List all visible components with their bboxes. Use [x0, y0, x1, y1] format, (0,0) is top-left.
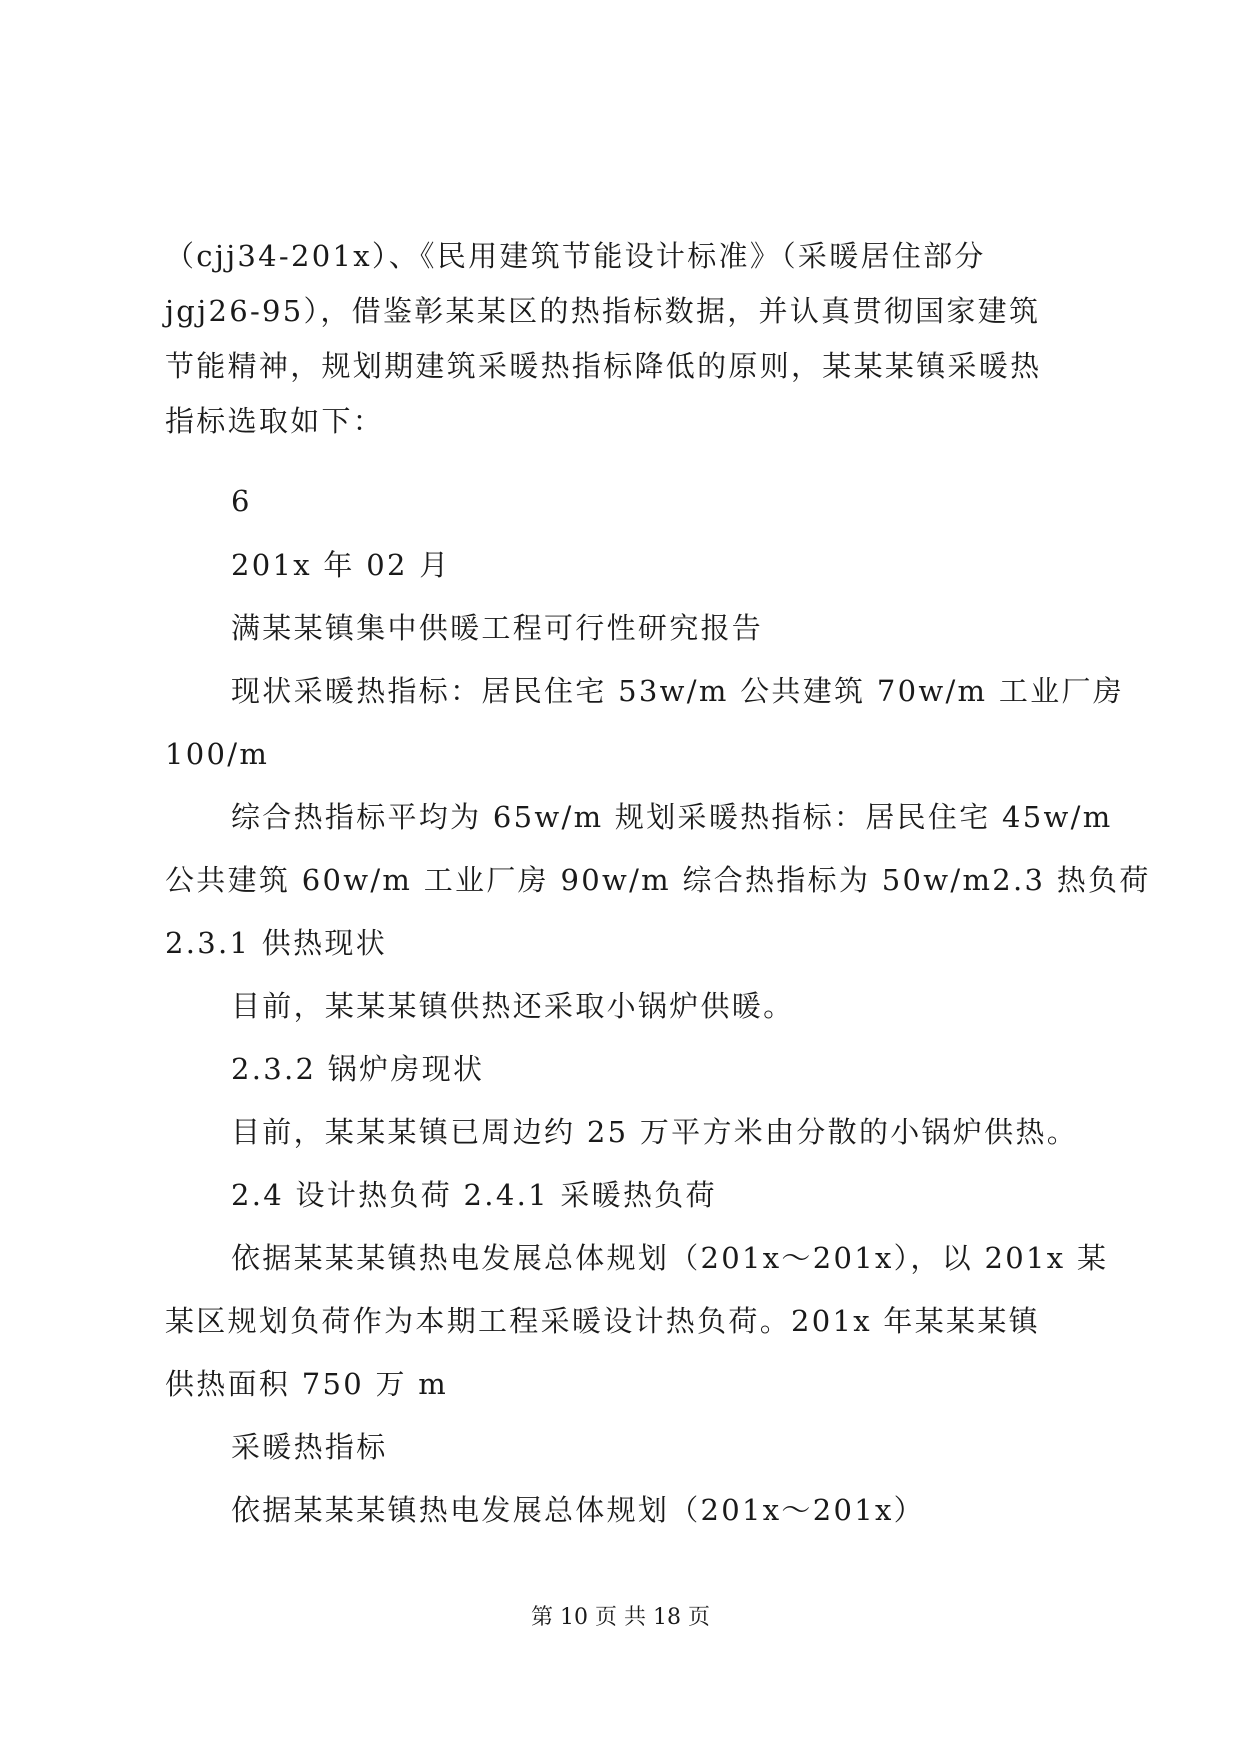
- body-line-10: 综合热指标平均为 65w/m 规划采暖热指标：居民住宅 45w/m: [231, 800, 1113, 834]
- body-line-3: 节能精神，规划期建筑采暖热指标降低的原则，某某某镇采暖热: [165, 349, 1042, 383]
- body-line-2: jgj26-95），借鉴彰某某区的热指标数据，并认真贯彻国家建筑: [165, 294, 1041, 328]
- body-line-19: 供热面积 750 万 m: [165, 1367, 449, 1401]
- body-line-14: 2.3.2 锅炉房现状: [231, 1052, 485, 1086]
- body-line-7: 满某某镇集中供暖工程可行性研究报告: [231, 611, 764, 645]
- body-line-13: 目前，某某某镇供热还采取小锅炉供暖。: [231, 989, 795, 1023]
- body-line-4: 指标选取如下：: [165, 404, 385, 438]
- body-line-6: 201x 年 02 月: [231, 548, 451, 582]
- body-line-11: 公共建筑 60w/m 工业厂房 90w/m 综合热指标为 50w/m2.3 热负荷: [165, 863, 1151, 897]
- body-line-16: 2.4 设计热负荷 2.4.1 采暖热负荷: [231, 1178, 717, 1212]
- body-line-9: 100/m: [165, 737, 270, 771]
- body-line-5: 6: [231, 484, 252, 518]
- body-line-21: 依据某某某镇热电发展总体规划（201x～201x）: [231, 1493, 925, 1527]
- body-line-17: 依据某某某镇热电发展总体规划（201x～201x），以 201x 某: [231, 1241, 1109, 1275]
- body-line-1: （cjj34-201x）、《民用建筑节能设计标准》（采暖居住部分: [165, 239, 986, 273]
- body-line-18: 某区规划负荷作为本期工程采暖设计热负荷。201x 年某某某镇: [165, 1304, 1040, 1338]
- body-line-8: 现状采暖热指标：居民住宅 53w/m 公共建筑 70w/m 工业厂房: [231, 674, 1125, 708]
- page-number-footer: 第 10 页 共 18 页: [531, 1605, 710, 1630]
- body-line-15: 目前，某某某镇已周边约 25 万平方米由分散的小锅炉供热。: [231, 1115, 1079, 1149]
- body-line-12: 2.3.1 供热现状: [165, 926, 388, 960]
- body-line-20: 采暖热指标: [231, 1430, 388, 1464]
